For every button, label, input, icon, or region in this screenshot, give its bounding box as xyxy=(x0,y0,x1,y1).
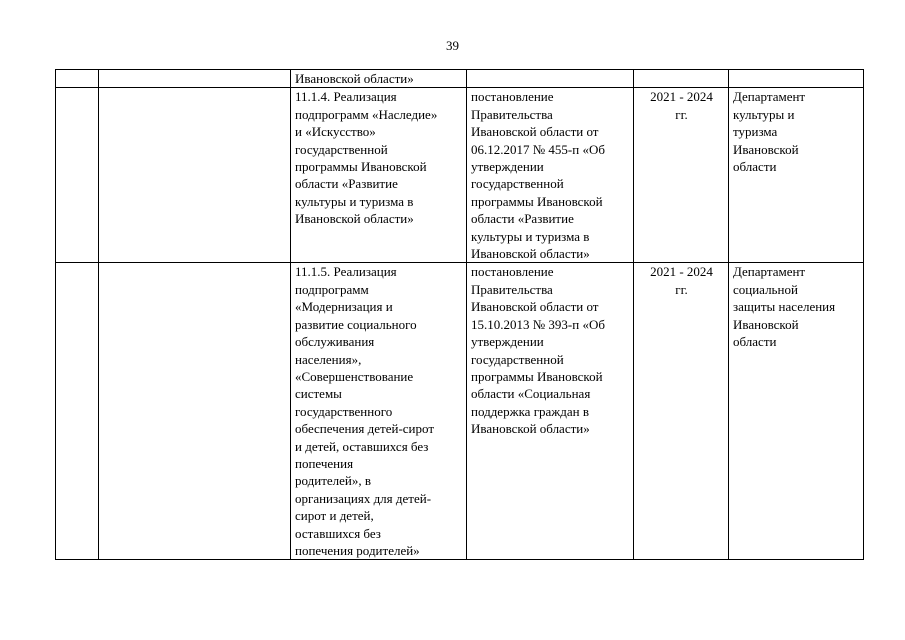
task-cell xyxy=(99,263,291,560)
measure-cell: 11.1.5. Реализация подпрограмм «Модернизация и развитие социального обслуживания населения», «Совершенствование системы государственного обеспечения детей-сирот и детей, оставшихся без попечения родителей», в организациях для детей- сирот и детей, оставшихся без попечения родителей» xyxy=(291,263,467,560)
page-number: 39 xyxy=(446,38,459,53)
number-cell xyxy=(56,263,99,560)
table-row xyxy=(56,70,864,88)
task-cell xyxy=(99,70,291,88)
document-cell: постановление Правительства Ивановской области от 06.12.2017 № 455-п «Об утверждении государственной программы Ивановской области «Развитие культуры и туризма в Ивановской области» xyxy=(467,88,634,263)
executor-cell: Департамент социальной защиты населения Ивановской области xyxy=(729,263,864,560)
dates-cell xyxy=(634,70,729,88)
executor-cell xyxy=(729,70,864,88)
number-cell xyxy=(56,70,99,88)
measures-table xyxy=(55,69,864,560)
measure-cell: Ивановской области» xyxy=(291,70,467,88)
table-row xyxy=(56,263,864,560)
document-cell: постановление Правительства Ивановской области от 15.10.2013 № 393-п «Об утверждении государственной программы Ивановской области «Социальная поддержка граждан в Ивановской области» xyxy=(467,263,634,560)
number-cell xyxy=(56,88,99,263)
document-cell xyxy=(467,70,634,88)
measure-cell: 11.1.4. Реализация подпрограмм «Наследие» и «Искусство» государственной программы Ивановской области «Развитие культуры и туризма в Ивановской области» xyxy=(291,88,467,263)
table-row xyxy=(56,88,864,263)
executor-cell: Департамент культуры и туризма Ивановской области xyxy=(729,88,864,263)
dates-cell: 2021 - 2024 гг. xyxy=(634,88,729,263)
dates-cell: 2021 - 2024 гг. xyxy=(634,263,729,560)
task-cell xyxy=(99,88,291,263)
